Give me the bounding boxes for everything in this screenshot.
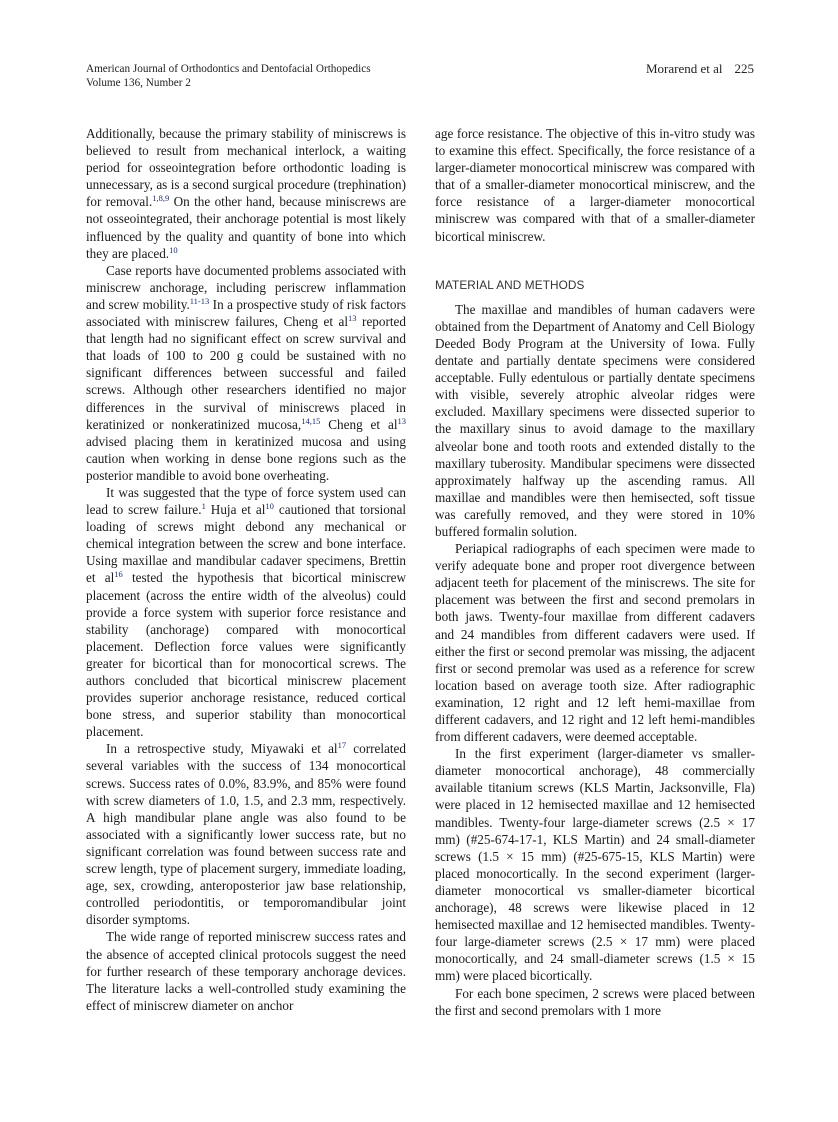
journal-volume: Volume 136, Number 2: [86, 77, 191, 89]
journal-title: American Journal of Orthodontics and Dentofacial Orthopedics: [86, 63, 371, 75]
paragraph: The maxillae and mandibles of human cadavers were obtained from the Department of Anatomy and Cell Biology Deeded Body Program at the University of Iowa. Fully dentate and partially dentate specimens were considered acceptable. Fully edentulous or partially dentate specimens with visible, severely atrophic alveolar ridges were excluded. Maxillary specimens were dissected superior to the maxillary sinus to avoid damage to the maxillary alveolar bone and tooth roots and extended distally to the maxillary tuberosity. Mandibular specimens were dissected approximately halfway up the ascending ramus. All maxillae and mandibles were then hemisected, soft tissue was carefully removed, and they were stored in 10% buffered formalin solution.: [435, 301, 755, 539]
citation-ref[interactable]: 17: [337, 740, 347, 751]
paragraph: For each bone specimen, 2 screws were placed between the first and second premolars with 1 more: [435, 985, 755, 1018]
author-page: [646, 62, 754, 76]
citation-ref[interactable]: 13: [397, 415, 406, 426]
running-authors: Morarend et al: [645, 61, 723, 76]
citation-ref[interactable]: 16: [114, 569, 123, 580]
paragraph: Periapical radiographs of each specimen were made to verify adequate bone and proper root divergence between adjacent teeth for placement of the miniscrews. The site for placement was between the first and second premolars in both jaws. Twenty-four maxillae from different cadavers and 24 mandibles from different cadavers were used. If either the first or second premolar was missing, the adjacent first or second premolar was used as a reference for screw location based on average tooth size. After radiographic examination, 12 right and 12 left hemi-maxillae from different cadavers, and 12 right and 12 left hemi-mandibles from different cadavers, were deemed acceptable.: [435, 541, 755, 745]
citation-ref[interactable]: 1: [201, 501, 206, 512]
left-column: [86, 125, 406, 1014]
citation-ref[interactable]: 11-13: [189, 295, 210, 306]
section-heading: MATERIAL AND METHODS: [435, 277, 585, 292]
paragraph: age force resistance. The objective of this in-vitro study was to examine this effect. Specifically, the force resistance of a larger-diameter monocortical miniscrew was compared with that of a smaller-diameter monocortical miniscrew, and the force resistance of a larger-diameter monocortical miniscrew was compared with that of a smaller-diameter bicortical miniscrew.: [435, 126, 755, 244]
citation-ref[interactable]: 10: [169, 244, 178, 255]
paragraph: It was suggested that the type of force system used can lead to screw failure.$^1$ Huja et $al^{10}$ cautioned that torsional loading of screws might debond any mechanical or chemical integration between the screw and bone interface. Using maxillae and mandibular cadaver specimens, Brettin et $al^{16}$ tested the hypothesis that bicortical miniscrew placement (across the entire width of the alveolus) could provide a force system with superior force resistance and stability (anchorage) compared with monocortical placement. Deflection force values were significantly greater for bicortical than for monocortical screws. The authors concluded that bicortical miniscrew placement provides superior anchorage resistance, reduced cortical bone stress, and superior stability than monocortical placement.: [86, 484, 407, 740]
paragraph: Case reports have documented problems associated with miniscrew anchorage, including periscrew inflammation and screw mobility.$^{11-13}$ In a prospective study of risk factors associated with miniscrew failures, Cheng et $al^{13}$ reported that length had no significant effect on screw survival and that loads of 100 to 200 g could be sustained with no significant differences between successful and failed screws. Although other researchers identified no major differences in the survival of miniscrews placed in keratinized or nonkeratinized mucosa,$^{14,15}$ Cheng et $al^{13}$ advised placing them in keratinized mucosa and using caution when working in dense bone regions such as the posterior mandible to avoid bone overheating.: [86, 262, 406, 483]
page-number: 225: [734, 61, 754, 76]
paragraph: Additionally, because the primary stability of miniscrews is believed to result from mechanical interlock, a waiting period for osseointegration before orthodontic loading is unnecessary, as is a second surgical procedure (trephination) for removal.$^{1,8,9}$ On the other hand, because miniscrews are not osseointegrated, their anchorage potential is most likely influenced by the quality and quantity of bone into which they are placed.$^{10}$: [86, 126, 406, 261]
citation-ref[interactable]: 10: [265, 501, 274, 512]
citation-ref[interactable]: 1,8,9: [152, 193, 170, 204]
journal-info: [86, 62, 371, 90]
paragraph: In the first experiment (larger-diameter vs smaller-diameter monocortical anchorage), 48 commercially available titanium screws (KLS Martin, Jacksonville, Fla) were placed in 12 hemisected maxillae and 12 hemisected mandibles. Twenty-four large-diameter screws (2.5 × 17 mm) (#25-674-17-1, KLS Martin) and 24 small-diameter screws (1.5 × 15 mm) (#25-675-15, KLS Martin) were placed monocortically. In the second experiment (larger-diameter monocortical vs smaller-diameter bicortical anchorage), 48 screws were likewise placed in 12 hemisected maxillae and 12 hemisected mandibles. Twenty-four large-diameter screws (2.5 × 17 mm) were placed monocortically, and 24 small-diameter screws (1.5 × 15 mm) were placed bicortically.: [435, 746, 755, 984]
citation-ref[interactable]: 13: [348, 313, 357, 324]
paragraph: The wide range of reported miniscrew success rates and the absence of accepted clinical protocols suggest the need for further research of these temporary anchorage devices. The literature lacks a well-controlled study examining the effect of miniscrew diameter on anchor: [86, 929, 406, 1013]
paragraph: In a retrospective study, Miyawaki et $al^{17}$ correlated several variables with the success of 134 monocortical screws. Success rates of 0.0%, 83.9%, and 85% were found with screw diameters of 1.0, 1.5, and 2.3 mm, respectively. A high mandibular plane angle was also found to be associated with a significantly lower success rate, but no significant correlation was found between success rate and screw length, type of placement surgery, immediate loading, age, sex, crowding, anteroposterior jaw base relationship, controlled periodontitis, or temporomandibular joint disorder symptoms.: [86, 740, 406, 928]
citation-ref[interactable]: 14,15: [301, 415, 321, 426]
right-column: [435, 125, 755, 1019]
